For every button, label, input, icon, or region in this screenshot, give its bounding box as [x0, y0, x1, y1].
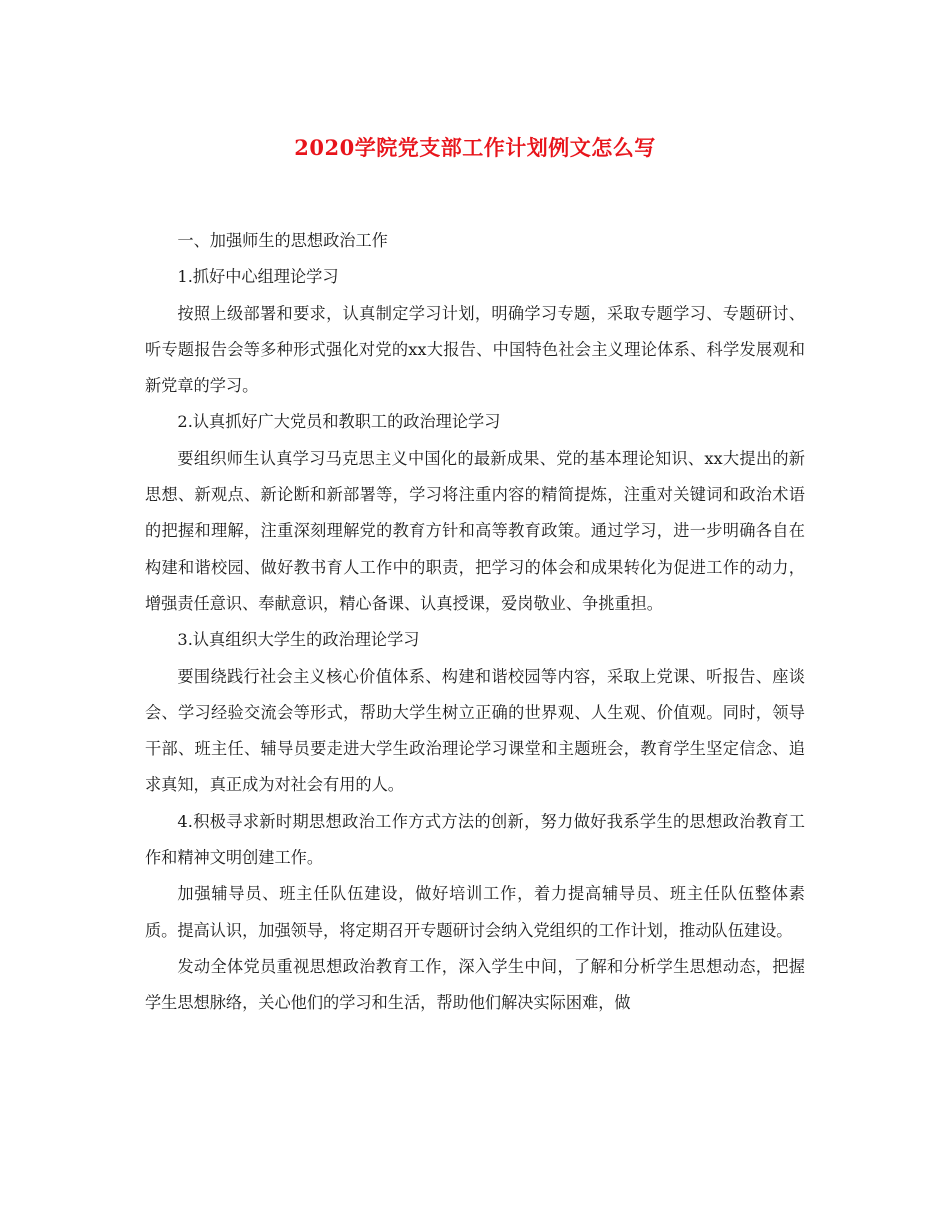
body-paragraph: 加强辅导员、班主任队伍建设，做好培训工作，着力提高辅导员、班主任队伍整体素质。提高认识，加强领导，将定期召开专题研讨会纳入党组织的工作计划，推动队伍建设。 — [145, 884, 805, 940]
subsection-heading: 4.积极寻求新时期思想政治工作方式方法的创新，努力做好我系学生的思想政治教育工作和精神文明创建工作。 — [145, 811, 805, 868]
subsection-heading: 2.认真抓好广大党员和教职工的政治理论学习 — [177, 412, 501, 432]
body-paragraph: 按照上级部署和要求，认真制定学习计划，明确学习专题，采取专题学习、专题研讨、听专题报告会等多种形式强化对党的xx大报告、中国特色社会主义理论体系、科学发展观和新党章的学习。 — [145, 303, 805, 396]
subsection-heading: 3.认真组织大学生的政治理论学习 — [177, 630, 420, 650]
page-title: 2020学院党支部工作计划例文怎么写 — [294, 135, 656, 160]
section-heading: 一、加强师生的思想政治工作 — [177, 231, 388, 250]
document-body — [145, 223, 805, 1022]
subsection-heading: 1.抓好中心组理论学习 — [177, 267, 339, 287]
body-paragraph: 要围绕践行社会主义核心价值体系、构建和谐校园等内容，采取上党课、听报告、座谈会、学习经验交流会等形式，帮助大学生树立正确的世界观、人生观、价值观。同时，领导干部、班主任、辅导员要走进大学生政治理论学习课堂和主题班会，教育学生坚定信念、追求真知，真正成为对社会有用的人。 — [145, 666, 805, 795]
body-paragraph: 发动全体党员重视思想政治教育工作，深入学生中间，了解和分析学生思想动态，把握学生思想脉络，关心他们的学习和生活，帮助他们解决实际困难，做 — [145, 956, 805, 1013]
body-paragraph: 要组织师生认真学习马克思主义中国化的最新成果、党的基本理论知识、xx大提出的新思想、新观点、新论断和新部署等，学习将注重内容的精简提炼，注重对关键词和政治术语的把握和理解，注重深刻理解党的教育方针和高等教育政策。通过学习，进一步明确各自在构建和谐校园、做好教书育人工作中的职责，把学习的体会和成果转化为促进工作的动力，增强责任意识、奉献意识，精心备课、认真授课，爱岗敬业、争挑重担。 — [145, 448, 805, 613]
